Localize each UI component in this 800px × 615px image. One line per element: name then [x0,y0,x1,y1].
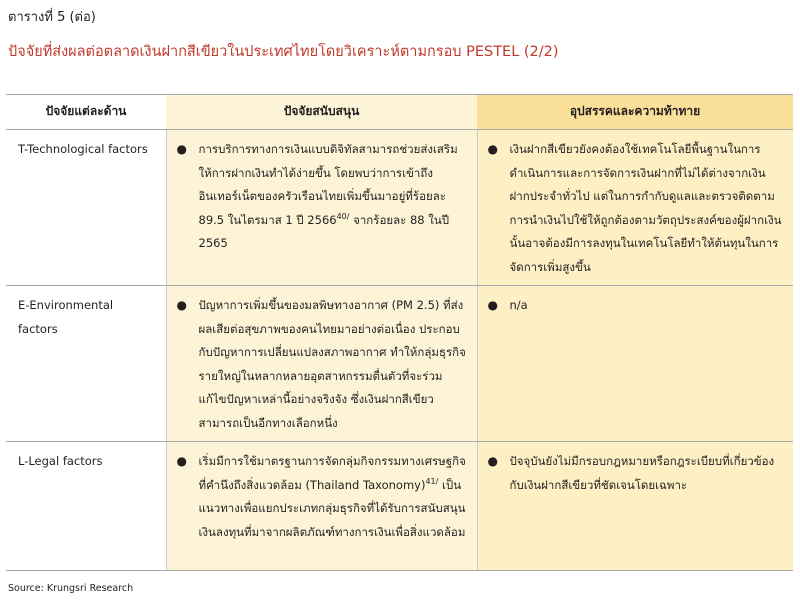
obstacle-text: ปัจจุบันยังไม่มีกรอบกฎหมายหรือกฎระเบียบที่เกี่ยวข้องกับเงินฝากสีเขียวที่ชัดเจนโดยเฉพาะ [509,454,775,492]
support-cell [166,130,477,286]
bullet-icon: ● [176,142,187,156]
source-note: Source: Krungsri Research [8,583,134,594]
pestel-table [6,94,793,571]
header-factor: ปัจจัยแต่ละด้าน [6,95,166,130]
bullet-icon: ● [487,454,498,468]
obstacle-cell [477,442,793,571]
factor-cell: L-Legal factors [6,442,166,571]
support-text: ปัญหาการเพิ่มขึ้นของมลพิษทางอากาศ (PM 2.5) ที่ส่งผลเสียต่อสุขภาพของคนไทยมาอย่างต่อเนื่อง ประกอบกับปัญหาการเปลี่ยนแปลงสภาพอากาศ ทำให้กลุ่มธุรกิจรายใหญ่ในหลากหลายอุตสาหกรรมตื่นตัวที่จะร่วมแก้ไขปัญหาเหล่านี้อย่างจริงจัง ซึ่งเงินฝากสีเขียวสามารถเป็นอีกทางเลือกหนึ่ง [198,298,466,430]
footnote-ref: 41/ [425,476,439,486]
obstacle-text: เงินฝากสีเขียวยังคงต้องใช้เทคโนโลยีพื้นฐานในการดำเนินการและการจัดการเงินฝากที่ไม่ได้ต่างจากเงินฝากประจำทั่วไป แต่ในการกำกับดูแลและตรวจติดตามการนำเงินไปใช้ให้ถูกต้องตามวัตถุประสงค์ของผู้ฝากเงินนั้นอาจต้องมีการลงทุนในเทคโนโลยีทำให้ต้นทุนในการจัดการเพิ่มสูงขึ้น [509,142,782,274]
table-header-row [6,95,793,130]
table-row [6,442,793,571]
table-row [6,130,793,286]
page-title: ปัจจัยที่ส่งผลต่อตลาดเงินฝากสีเขียวในประเทศไทยโดยวิเคราะห์ตามกรอบ PESTEL (2/2) [8,44,559,60]
table-row [6,286,793,442]
support-text: การบริการทางการเงินแบบดิจิทัลสามารถช่วยส่งเสริมให้การฝากเงินทำได้ง่ายขึ้น โดยพบว่าการเข้าถึงอินเทอร์เน็ตของครัวเรือนไทยเพิ่มขึ้นมาอยู่ที่ร้อยละ 89.5 ในไตรมาส 1 ปี $2566^{40/}$ จากร้อยละ 88 ในปี 2565 [198,142,458,250]
table-caption: ตารางที่ 5 (ต่อ) [8,10,96,25]
obstacle-text: n/a [509,298,528,312]
obstacle-cell [477,130,793,286]
factor-cell: E-Environmental factors [6,286,166,442]
bullet-icon: ● [176,298,187,312]
bullet-icon: ● [176,454,187,468]
header-support: ปัจจัยสนับสนุน [166,95,477,130]
support-cell [166,286,477,442]
factor-cell: T-Technological factors [6,130,166,286]
support-cell [166,442,477,571]
obstacle-cell [477,286,793,442]
bullet-icon: ● [487,142,498,156]
bullet-icon: ● [487,298,498,312]
support-text: เริ่มมีการใช้มาตรฐานการจัดกลุ่มกิจกรรมทางเศรษฐกิจที่คำนึงถึงสิ่งแวดล้อม (Thailand Taxonomy)$^{41/}$ เป็นแนวทางเพื่อแยกประเภทกลุ่มธุรกิจที่ได้รับการสนับสนุนเงินลงทุนที่มาจากผลิตภัณฑ์ทางการเงินเพื่อสิ่งแวดล้อม [198,454,466,539]
footnote-ref: 40/ [336,211,350,221]
header-obstacle: อุปสรรคและความท้าทาย [477,95,793,130]
